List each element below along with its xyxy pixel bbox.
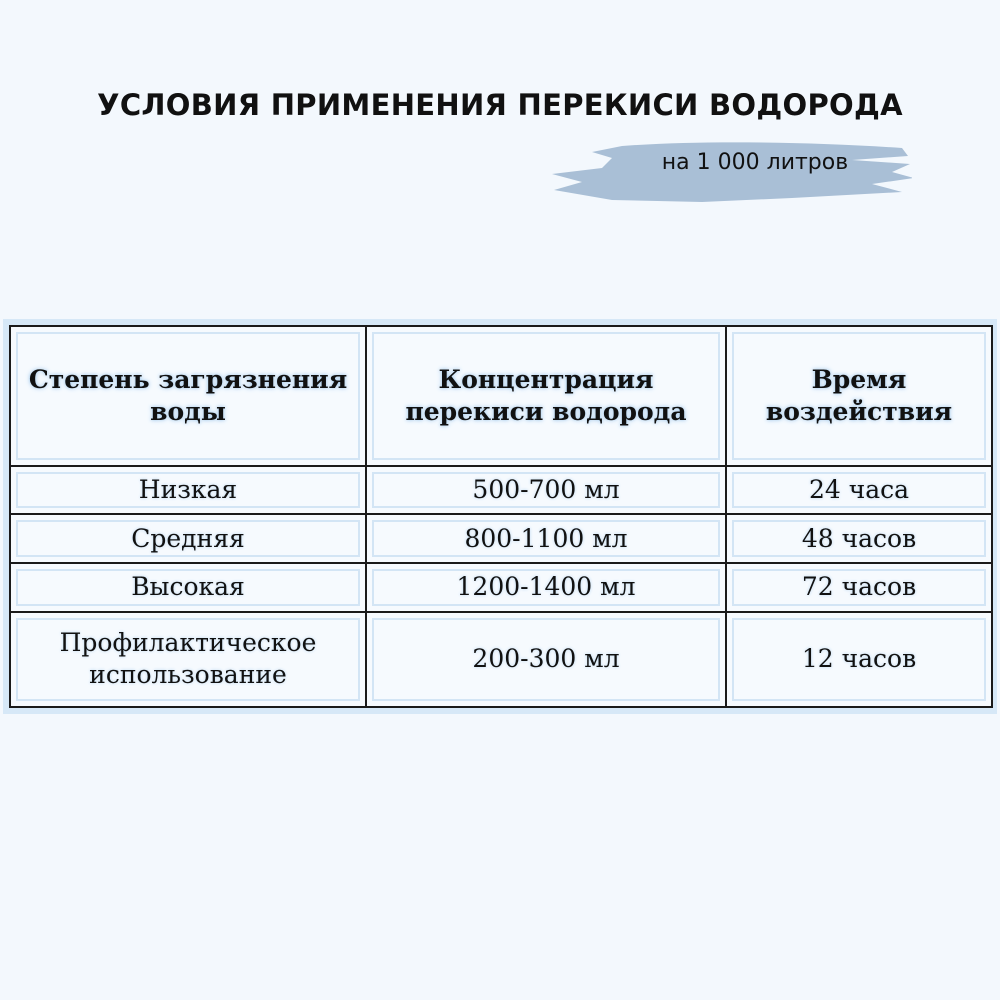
cell-level: Низкая [10, 466, 366, 515]
page-title: УСЛОВИЯ ПРИМЕНЕНИЯ ПЕРЕКИСИ ВОДОРОДА [97, 88, 903, 122]
table-header-row [10, 326, 992, 466]
cell-concentration: 1200-1400 мл [366, 563, 726, 612]
cell-time: 24 часа [726, 466, 992, 515]
cell-time: 72 часов [726, 563, 992, 612]
header-concentration: Концентрация перекиси водорода [366, 326, 726, 466]
cell-concentration: 800-1100 мл [366, 514, 726, 563]
table-row [10, 563, 992, 612]
hydrogen-peroxide-table [9, 325, 993, 708]
cell-level: Средняя [10, 514, 366, 563]
header-pollution-level: Степень загрязнения воды [10, 326, 366, 466]
table-row [10, 514, 992, 563]
cell-time: 48 часов [726, 514, 992, 563]
cell-concentration: 500-700 мл [366, 466, 726, 515]
cell-level: Профилактическое использование [10, 612, 366, 707]
table-frame [3, 319, 997, 714]
header-exposure-time: Время воздействия [726, 326, 992, 466]
table-row [10, 466, 992, 515]
cell-concentration: 200-300 мл [366, 612, 726, 707]
cell-time: 12 часов [726, 612, 992, 707]
table-row [10, 612, 992, 707]
subtitle: на 1 000 литров [661, 150, 849, 175]
cell-level: Высокая [10, 563, 366, 612]
